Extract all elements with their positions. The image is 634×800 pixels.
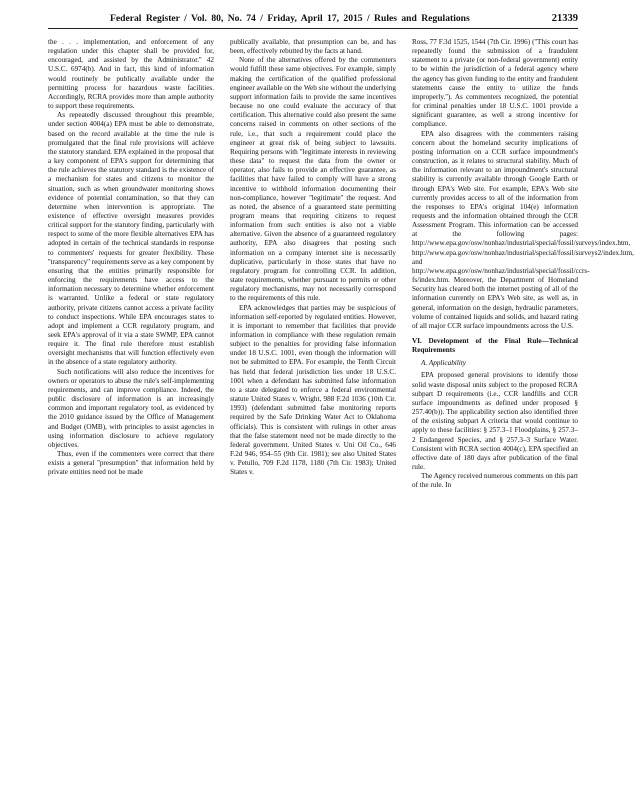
body-paragraph: Ross, 77 F.3d 1525, 1544 (7th Cir. 1996) (''This court has repeatedly found the submission of a fraudulent statement to a private (or non-federal government) entity to be within the jurisdiction of a federal agency where the agency has given funding to the entity and fraudulent statements cause the entity to utilize the funds improperly.''). As commenters recognized, the potential for criminal penalties under 18 U.S.C. 1001 provide a significant guarantee, as well a strong incentive for compliance. [412,38,578,129]
subsection-heading: A. Applicability [421,359,466,368]
running-header-title: Federal Register / Vol. 80, No. 74 / Friday, April 17, 2015 / Rules and Regulations [110,13,470,24]
body-paragraph: publically available, that presumption can be, and has been, effectively rebutted by the facts at hand. [230,38,396,56]
body-paragraph: None of the alternatives offered by the commenters would fulfill these same objectives. For example, simply making the certification of the qualified professional engineer available on the Web site without the underlying support information fails to provide the same incentives because no one could evaluate the accuracy of that certification. This alternative could also present the same concerns raised in comments on other sections of the rule, i.e., that such a requirement could place the engineer at great risk of being subject to lawsuits. Requiring persons with ''legitimate interests in reviewing these data'' to request the data from the owner or operator, also fails to provide an effective guarantee, as facilities that have failed to comply will have a strong incentive to withhold information documenting their non-compliance, however ''legitimate'' the request. And as noted, the absence of a guaranteed state permitting program means that requiring citizens to request information from such entities is also not a viable alternative. Given the absence of a guaranteed regulatory authority, EPA also disagrees that posting such information on a company internet site is necessarily duplicative, particularly in those states that have no regulatory program for controlling CCR. In addition, state requirements, whether pursuant to permits or other regulatory mechanisms, may not necessarily correspond to the requirements of this rule. [230,56,396,303]
text-column-1 [48,38,214,790]
text-column-3 [412,38,634,790]
body-paragraph: Such notifications will also reduce the incentives for owners or operators to abuse the rule's self-implementing requirements, and can improve compliance. Indeed, the public disclosure of information is an increasingly common and important regulatory tool, as evidenced by the 2010 guidance issued by the Office of Management and Budget (OMB), with principles to assist agencies in using information disclosure to achieve regulatory objectives. [48,367,214,449]
body-paragraph: EPA proposed general provisions to identify those solid waste disposal units subject to the proposed RCRA subpart D requirements (i.e., CCR landfills and CCR surface impoundments as defined under proposed § 257.40(b)). The applicability section also identified three of the existing subpart A criteria that would continue to apply to these facilities: § 257.3–1 Floodplains, § 257.3–2 Endangered Species, and § 257.3–3 Surface Water. Consistent with RCRA section 4004(c), EPA specified an effective date of 180 days after publication of the final rule. [412,371,578,472]
body-paragraph: EPA acknowledges that parties may be suspicious of information self-reported by regulated entities. However, it is important to remember that facilities that provide information in compliance with these regulation remain subject to the penalties for providing false information under 18 U.S.C. 1001, even though the information will not be submitted to EPA. For example, the Tenth Circuit has held that federal jurisdiction lies under 18 U.S.C. 1001 when a defendant has submitted false information to a state delegated to enforce a federal environmental statute United States v. Wright, 988 F.2d 1036 (10th Cir. 1993) (defendant submitted false monitoring reports required by the Safe Drinking Water Act to Oklahoma officials). This is consistent with rulings in other areas that the false statement need not be made directly to the federal government. United States v. Uni Oil Co., 646 F.2d 946, 954–55 (9th Cir. 1981); see also United States v. Petullo, 709 F.2d 1178, 1180 (7th Cir. 1983); United States v. [230,303,396,477]
body-paragraph: EPA also disagrees with the commenters raising concern about the homeland security implications of posting information on a CCR surface impoundment's construction, as it relates to structural stability. Much of the information relevant to an impoundment's structural stability is currently available through Google Earth or through EPA's Web site. For example, EPA's Web site currently provides access to all of the information from the responses to EPA's original 104(e) information requests and the information obtained through the CCR Assessment Program. This information can be accessed at the following pages: http://www.epa.gov/osw/nonhaz/industrial/special/fossil/surveys/index.htm, http://www.epa.gov/osw/nonhaz/industrial/special/fossil/surveys2/index.htm, and http://www.epa.gov/osw/nonhaz/industrial/special/fossil/ccrs-fs/index.htm. Moreover, the Department of Homeland Security has cleared both the internet posting of all of the information currently on EPA's Web site, as well as, in general, information on the design, hydraulic parameters, volume of contained liquids and solids, and hazard rating of all major CCR surface impoundments across the U.S. [412,129,634,330]
section-heading: VI. Development of the Final Rule—Technical Requirements [412,337,578,355]
body-paragraph: The Agency received numerous comments on this part of the rule. In [412,472,578,490]
text-column-2 [230,38,396,790]
body-paragraph: Thus, even if the commenters were correct that there exists a general ''presumption'' that information held by private entities need not be made [48,450,214,477]
body-paragraph: the . . . implementation, and enforcement of any regulation under this chapter shall be provided for, encouraged, and assisted by the Administrator.'' 42 U.S.C. 6974(b). And in fact, this kind of information would routinely be publically available under the permitting process for hazardous waste facilities. Accordingly, RCRA provides more than ample authority to support these requirements. [48,38,214,111]
page-header [48,10,578,29]
page-number: 21339 [551,13,578,24]
body-paragraph: As repeatedly discussed throughout this preamble, under section 4004(a) EPA must be able to demonstrate, based on the record available at the time the rule is promulgated that the final rule provisions will achieve the statutory standard. EPA explained in the proposal that a key component of EPA's support for determining that the rule achieves the statutory standard is the existence of a mechanism for states and citizens to monitor the situation, such as when groundwater monitoring shows evidence of potential contamination, so that they can determine when intervention is appropriate. The existence of effective oversight measures provides critical support for the statutory finding, particularly with respect to some of the more flexible alternatives EPA has adopted in certain of the technical standards in response to commenters' requests for greater flexibility. These ''transparency'' requirements serve as a key component by ensuring that the entities primarily responsible for enforcing the requirements have access to the information necessary to determine whether enforcement is warranted. Unlike a federal or state regulatory authority, private citizens cannot access a private facility to conduct inspections. While EPA encourages states to adopt and implement a CCR regulatory program, and seek EPA's approval of it via a state SWMP, EPA cannot require it. The final rule therefore must establish oversight mechanisms that will function effectively even in the absence of a state regulatory authority. [48,111,214,367]
